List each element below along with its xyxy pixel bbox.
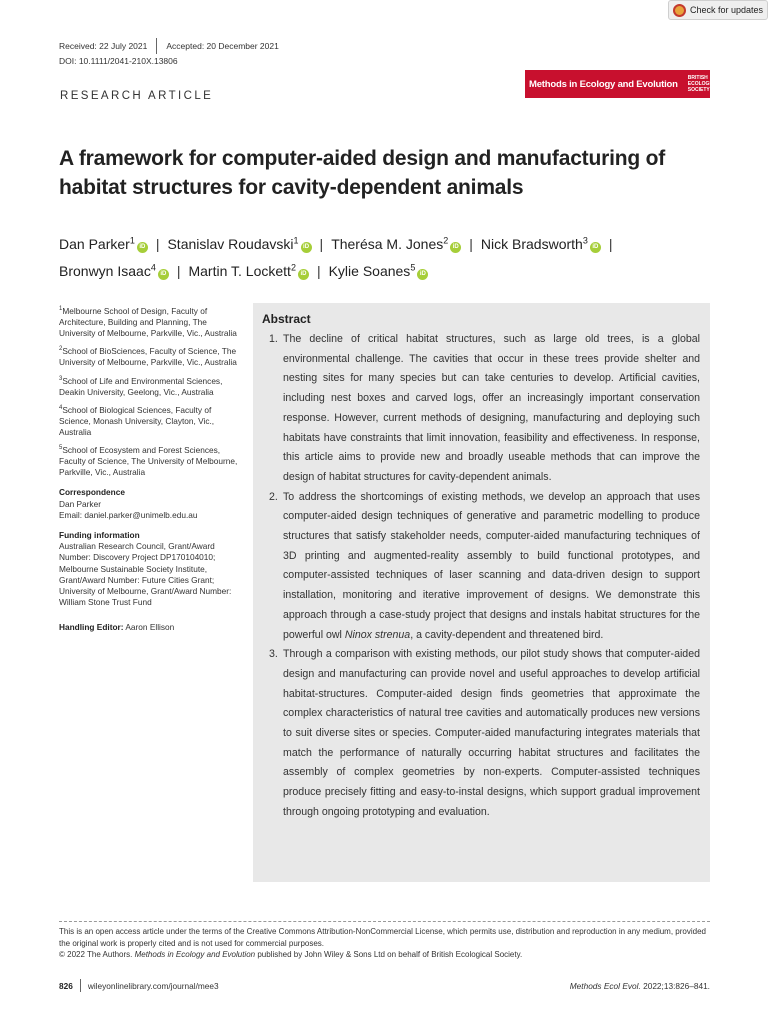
author-entry [167, 236, 311, 252]
author-affiliation-number: 3 [582, 235, 588, 245]
author-affiliation-number: 1 [129, 235, 135, 245]
copyright-text: © 2022 The Authors. Methods in Ecology and Evolution published by John Wiley & Sons Ltd on behalf of British Ecological Society. [59, 950, 523, 959]
abstract-box [253, 303, 710, 882]
author-affiliation-number: 2 [443, 235, 449, 245]
journal-url[interactable]: wileyonlinelibrary.com/journal/mee3 [87, 980, 219, 991]
article-dates [59, 38, 279, 54]
affiliation: $^1$Melbourne School of Design, Faculty of Architecture, Building and Planning, The University of Melbourne, Parkville, Vic., Australia [59, 305, 237, 339]
orcid-icon[interactable]: iD [417, 269, 428, 280]
affiliation: $^5$School of Ecosystem and Forest Sciences, Faculty of Science, The University of Melbourne, Parkville, Vic., Australia [59, 444, 238, 478]
author[interactable]: Dan Parker [59, 235, 130, 252]
author-separator: | [608, 235, 613, 252]
author-separator: | [316, 263, 321, 280]
author-affiliation-number: 4 [150, 262, 156, 273]
received-date: Received: 22 July 2021 [59, 41, 148, 51]
check-updates-icon [673, 4, 686, 17]
correspondence-heading: Correspondence [59, 487, 125, 498]
footnote-divider [59, 921, 710, 922]
author-entry [59, 236, 148, 252]
handling-editor: Handling Editor: Aaron Ellison [59, 621, 175, 632]
author[interactable]: Stanislav Roudavski [167, 235, 294, 252]
article-type: RESEARCH ARTICLE [60, 90, 214, 102]
orcid-icon[interactable]: iD [450, 242, 461, 253]
author-separator: | [176, 263, 181, 280]
abstract-item: 1. The decline of critical habitat structures, such as large old trees, is a global environmental challenge. The cavities that occur in these trees provide shelter and nesting sites for many species but can take centuries to develop. Artificial cavities, including nest boxes and carved logs, offer an increasingly important conservation response. However, current methods of designing, manufacturing and deploying such habitats have constraints that limit innovation, feasibility and effectiveness. In response, this article aims to provide new and broadly useable methods that can improve the design of habitat structures for cavity-dependent animals. [269, 333, 700, 483]
footer-divider [80, 979, 81, 992]
article-info-column [59, 304, 239, 633]
affiliation: $^3$School of Life and Environmental Sciences, Deakin University, Geelong, Vic., Australia [59, 375, 223, 397]
author[interactable]: Therésa M. Jones [331, 235, 444, 252]
check-updates-label: Check for updates [690, 5, 764, 15]
citation: Methods Ecol Evol. 2022;13:826–841. [569, 980, 710, 991]
author-entry [188, 263, 308, 279]
author[interactable]: Bronwyn Isaac [59, 263, 151, 280]
license-notice [59, 926, 719, 961]
funding-heading: Funding information [59, 530, 140, 541]
date-divider [156, 38, 157, 54]
affiliation: $^4$School of Biological Sciences, Faculty of Science, Monash University, Clayton, Vic., Australia [59, 404, 215, 437]
author[interactable]: Kylie Soanes [328, 263, 411, 280]
author-separator: | [469, 235, 473, 252]
correspondence-email[interactable]: Email: daniel.parker@unimelb.edu.au [59, 509, 198, 520]
author-entry [59, 263, 169, 279]
affiliations [59, 304, 239, 478]
license-text: This is an open access article under the terms of the Creative Commons Attribution-NonCommercial License, which permits use, distribution and reproduction in any medium, provided the original work is properly cited and is not used for commercial purposes. [59, 927, 706, 948]
author-affiliation-number: 1 [293, 235, 299, 245]
society-logo-text: BRITISH ECOLOGICAL SOCIETY [687, 75, 722, 93]
orcid-icon[interactable]: iD [590, 242, 601, 253]
abstract-list [262, 330, 700, 823]
journal-name: Methods in Ecology and Evolution [529, 78, 678, 90]
affiliation: $^2$School of BioSciences, Faculty of Science, The University of Melbourne, Parkville, Vic., Australia [59, 346, 237, 368]
orcid-icon[interactable]: iD [298, 269, 309, 280]
orcid-icon[interactable]: iD [137, 242, 148, 253]
author-entry [329, 263, 429, 279]
page-number: 826 [59, 980, 73, 991]
author-affiliation-number: 2 [290, 262, 296, 273]
abstract-heading: Abstract [262, 312, 311, 326]
species-name: Ninox strenua [344, 628, 411, 641]
abstract-item: 3. Through a comparison with existing methods, our pilot study shows that computer-aided design and manufacturing can provide novel and useful approaches to develop artificial habitat-structures. Computer-aided design finds geometries that approximate the complex characteristics of natural tree cavities and automatically produces new versions to suit diverse sites or species. Computer-aided manufacturing integrates materials that match the performance of naturally occurring habitat structures and facilitates the assembly of complex geometries by non-experts. Computer-assisted techniques produce precisely fitting and easy-to-instal designs, which support gradual improvement through ongoing prototyping and evaluation. [269, 648, 700, 818]
correspondence-name: Dan Parker [59, 498, 101, 509]
author-separator: | [155, 235, 160, 252]
accepted-date: Accepted: 20 December 2021 [166, 41, 279, 51]
journal-badge [525, 70, 722, 98]
doi[interactable]: DOI: 10.1111/2041-210X.13806 [59, 56, 178, 66]
author-separator: | [319, 235, 324, 252]
abstract-item: 2. To address the shortcomings of existing methods, we develop an approach that uses computer-aided design techniques of generative and parametric modelling to produce structures that satisfy stakeholder needs, computer-aided manufacturing techniques of 3D printing and augmented-reality assembly to build functional prototypes, and computer-assisted techniques of laser scanning and data-driven design to support installation, monitoring and iterative improvement of designs. We demonstrate this approach through a case-study project that designs and instals habitat structures for the powerful owl Ninox strenua, a cavity-dependent and threatened bird. [269, 490, 700, 641]
funding-text: Australian Research Council, Grant/Award Number: Discovery Project DP170104010; Melbourne Sustainable Society Institute, Grant/Award Number: Future Cities Grant; University of Melbourne, Grant/Award Number: William Stone Trust Fund [59, 541, 232, 608]
orcid-icon[interactable]: iD [301, 242, 312, 253]
article-title: A framework for computer-aided design and manufacturing of habitat structures for cavity-dependent animals [59, 147, 666, 199]
author[interactable]: Nick Bradsworth [480, 235, 583, 252]
author-entry [481, 236, 601, 252]
page-footer [59, 979, 710, 992]
author-affiliation-number: 5 [410, 262, 416, 273]
orcid-icon[interactable]: iD [158, 269, 169, 280]
author[interactable]: Martin T. Lockett [188, 263, 291, 280]
author-list [59, 228, 719, 283]
check-for-updates-button[interactable] [668, 0, 768, 20]
author-entry [331, 236, 461, 252]
